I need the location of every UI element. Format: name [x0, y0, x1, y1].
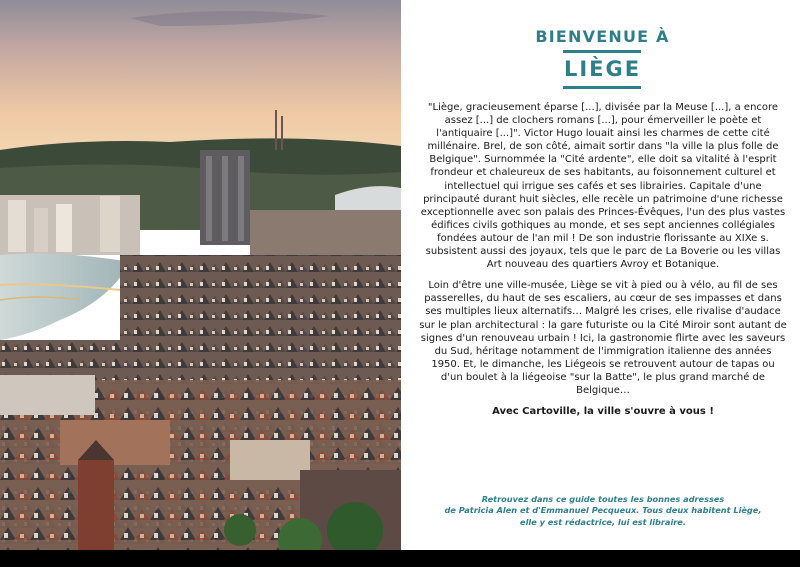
welcome-kicker: BIENVENUE À	[535, 27, 670, 46]
city-title: LIÈGE	[563, 57, 642, 81]
authors-credit	[419, 494, 787, 528]
credit-line-1: Retrouvez dans ce guide toutes les bonnes adresses	[481, 494, 725, 504]
title-rule-bottom	[563, 86, 641, 89]
liege-panorama-image	[0, 0, 401, 550]
title-rule-top	[563, 50, 641, 53]
closing-line: Avec Cartoville, la ville s'ouvre à vous !	[492, 406, 714, 418]
intro-paragraph-1: "Liège, gracieusement éparse [...], divisée par la Meuse [...], a encore assez [...] de clochers romans [...], pour émerveiller le poète et l'antiquaire [...]". Victor Hugo louait ainsi les charmes de cette cité millénaire. Brel, de son côté, aimait sortir dans "la ville la plus folle de Belgique". Surnommée la "Cité ardente", elle doit sa vitalité à l'esprit frondeur et chaleureux de ses habitants, au foisonnement culturel et intellectuel qui irrigue ses cafés et ses librairies. Capitale d'une principauté durant huit siècles, elle recèle un patrimoine d'une richesse exceptionnelle avec son palais des Princes-Évêques, l'un des plus vastes édifices civils gothiques au monde, et ses sept anciennes collégiales fondées autour de l'an mil ! De son industrie florissante au XIXe s. subsistent aussi des joyaux, tels que le parc de La Boverie ou les villas Art nouveau des quartiers Avroy et Botanique.	[420, 102, 786, 271]
intro-body	[419, 101, 787, 426]
credit-line-2: de Patricia Alen et d'Emmanuel Pecqueux. Tous deux habitent Liège,	[444, 505, 762, 516]
intro-text-column	[405, 0, 800, 550]
intro-paragraph-2: Loin d'être une ville-musée, Liège se vit à pied ou à vélo, au fil de ses passerelles, du haut de ses escaliers, au cœur de ses impasses et dans ses multiples lieux alternatifs… Malgré les crises, elle rivalise d'audace sur le plan architectural : la gare futuriste ou la Cité Miroir sont autant de signes d'un renouveau urbain ! Ici, la gastronomie flirte avec les saveurs du Sud, héritage notamment de l'immigration italienne des années 1950. Et, le dimanche, les Liégeois se retrouvent autour de tapas ou d'un boulet à la liégeoise "sur la Batte", le plus grand marché de Belgique…	[419, 280, 787, 396]
city-photo	[0, 0, 401, 550]
credit-line-3: elle y est rédactrice, lui est libraire.	[520, 516, 686, 527]
